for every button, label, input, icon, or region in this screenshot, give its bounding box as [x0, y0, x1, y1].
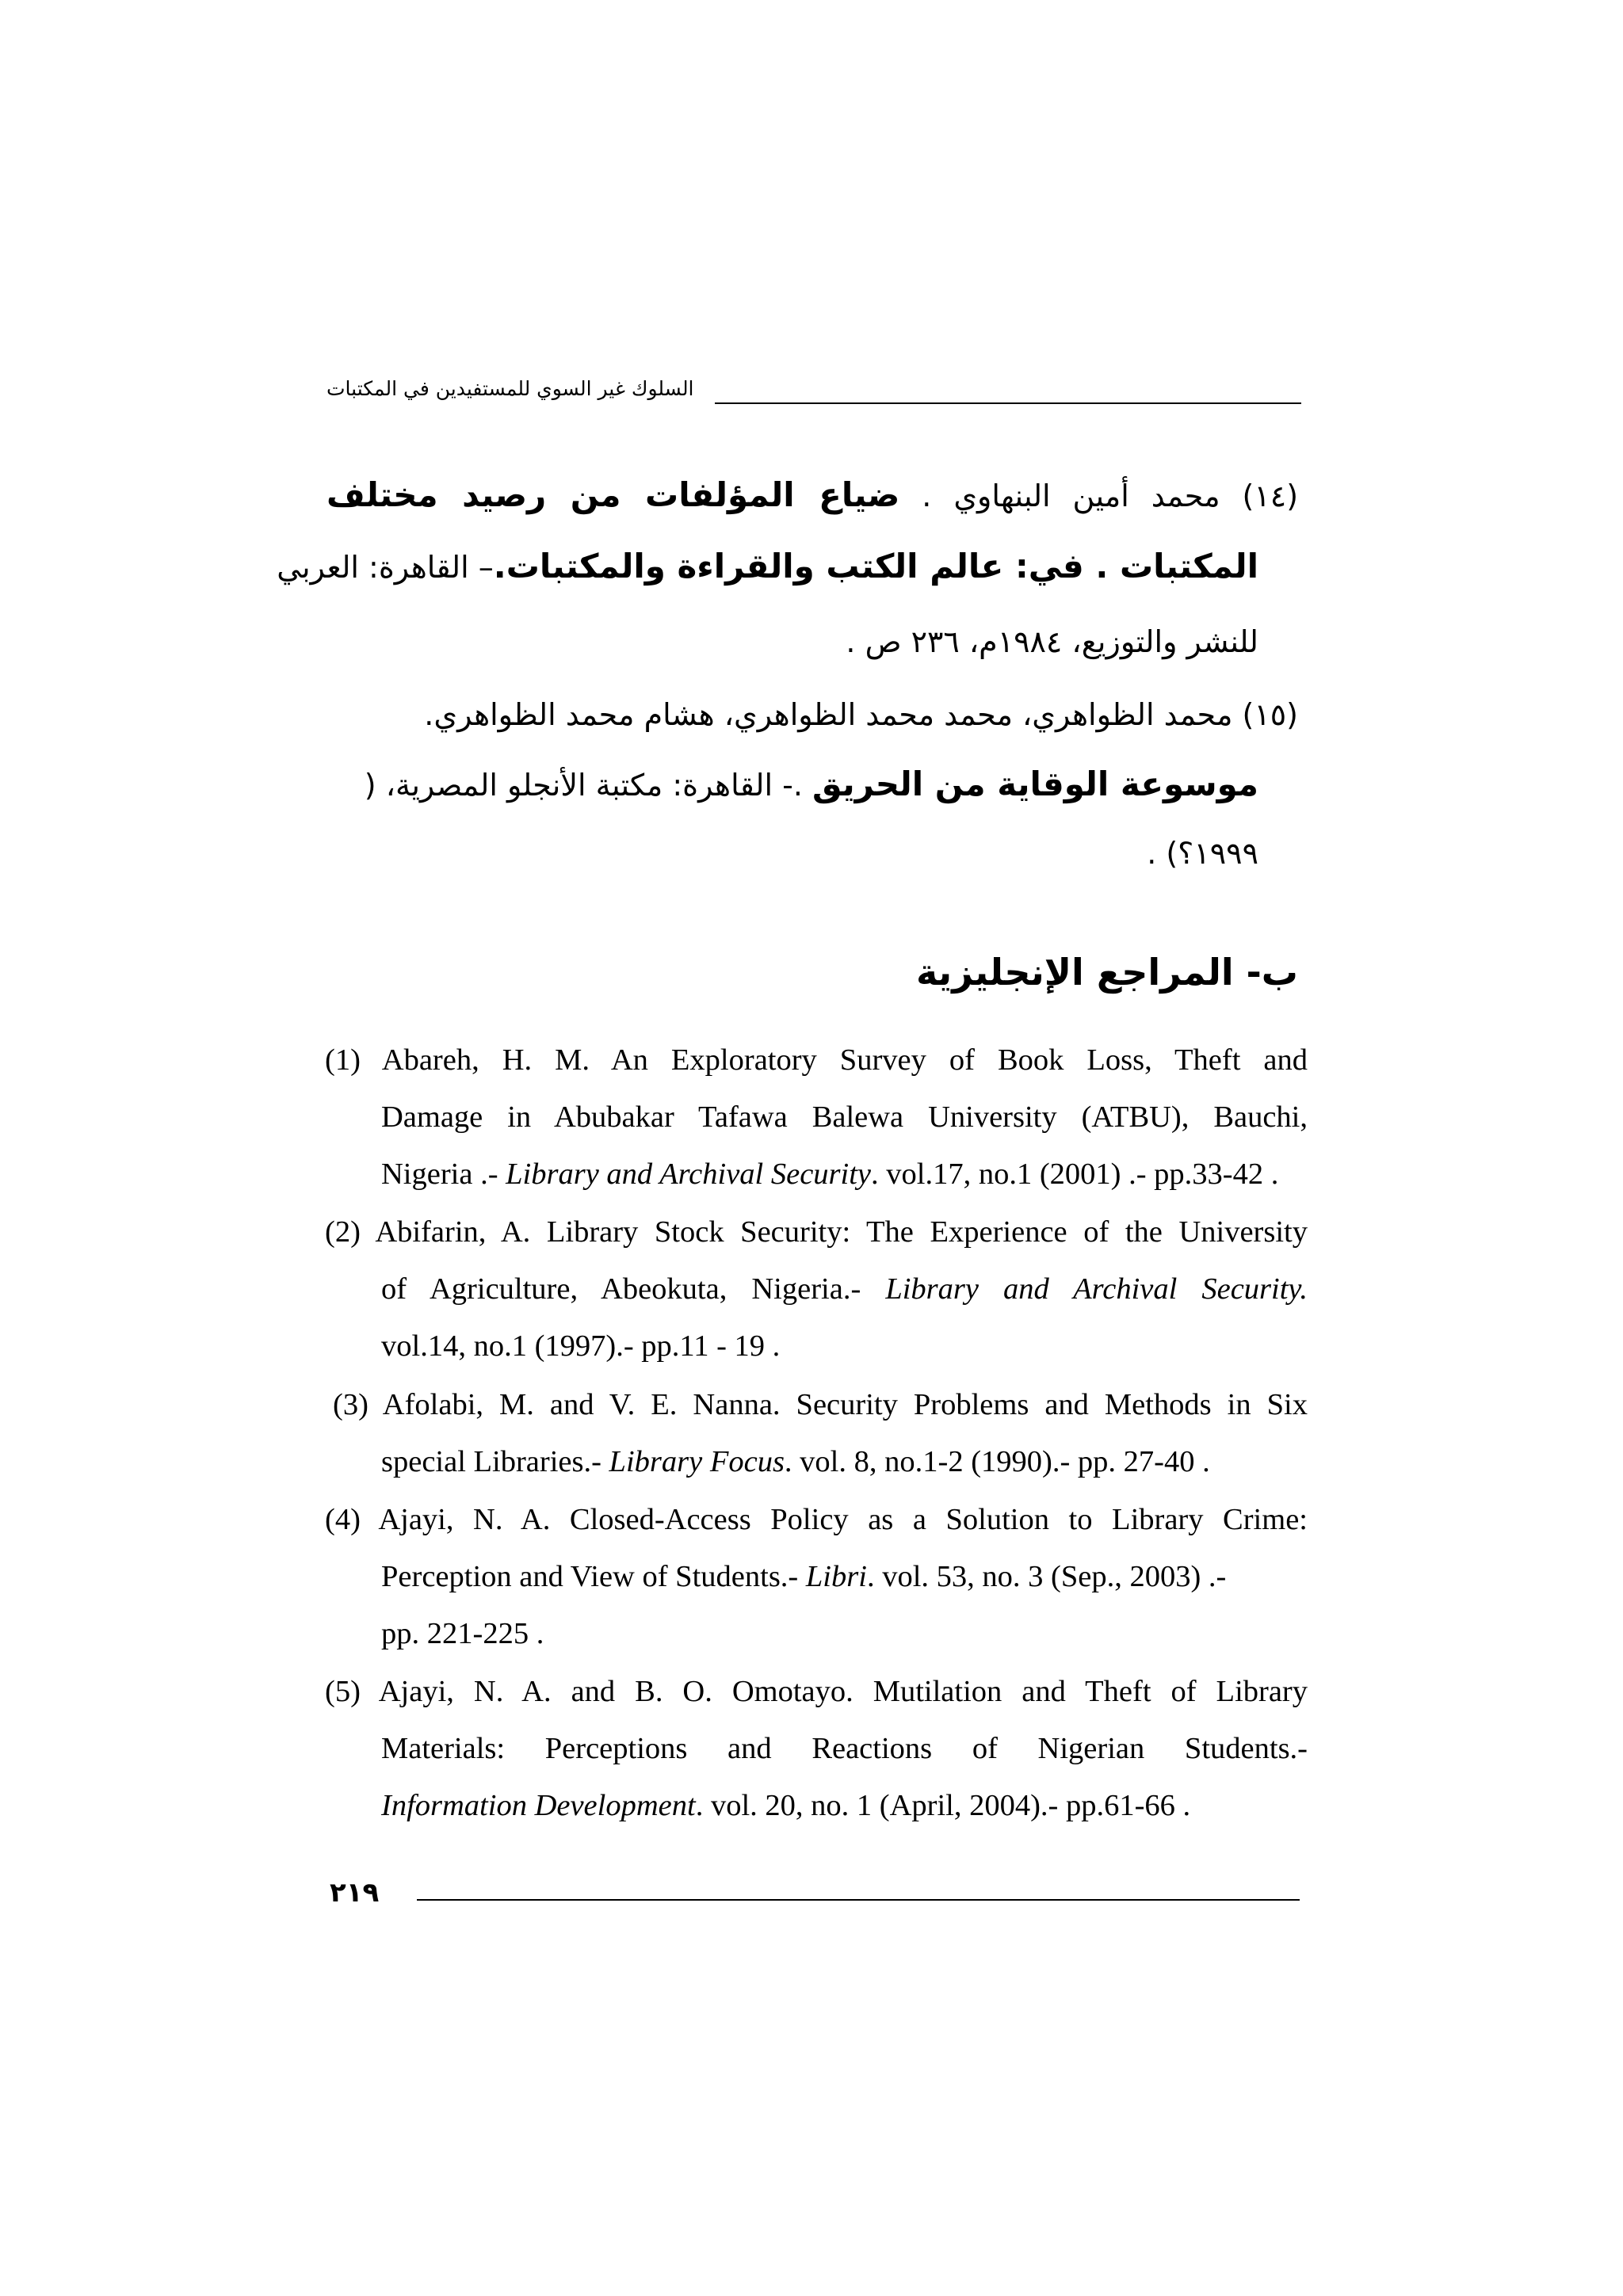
english-ref-1-line-1: (1) Abareh, H. M. An Exploratory Survey of Book Loss, Theft and	[325, 1043, 1308, 1077]
english-ref-2-line-3: vol.14, no.1 (1997).- pp.11 - 19 .	[381, 1329, 781, 1363]
arabic-ref-14-line-1: (١٤) محمد أمين البنهاوي . ضياع المؤلفات من رصيد مختلف	[327, 475, 1299, 514]
english-ref-4-line-2: Perception and View of Students.- Libri. vol. 53, no. 3 (Sep., 2003) .-	[381, 1560, 1227, 1593]
english-ref-2-line-1: (2) Abifarin, A. Library Stock Security: The Experience of the University	[325, 1215, 1308, 1249]
arabic-ref-15-line-2: موسوعة الوقاية من الحريق .- القاهرة: مكتبة الأنجلو المصرية، (	[364, 765, 1258, 803]
arabic-ref-14-line-3: للنشر والتوزيع، ١٩٨٤م، ٢٣٦ ص .	[846, 624, 1258, 659]
english-ref-2-line-2: of Agriculture, Abeokuta, Nigeria.- Library and Archival Security.	[381, 1272, 1308, 1306]
arabic-ref-15-line-3: ١٩٩٩؟) .	[1147, 836, 1258, 871]
english-ref-5-line-1: (5) Ajayi, N. A. and B. O. Omotayo. Mutilation and Theft of Library	[325, 1675, 1308, 1708]
english-ref-5-line-3: Information Development. vol. 20, no. 1 (April, 2004).- pp.61-66 .	[381, 1789, 1191, 1822]
running-header	[327, 376, 1301, 407]
english-ref-5-line-2: Materials: Perceptions and Reactions of Nigerian Students.-	[381, 1732, 1308, 1765]
english-ref-3-line-2: special Libraries.- Library Focus. vol. 8, no.1-2 (1990).- pp. 27-40 .	[381, 1445, 1210, 1478]
english-ref-1-line-2: Damage in Abubakar Tafawa Balewa University (ATBU), Bauchi,	[381, 1100, 1308, 1134]
english-ref-4-line-1: (4) Ajayi, N. A. Closed-Access Policy as a Solution to Library Crime:	[325, 1503, 1308, 1536]
footer-rule	[417, 1899, 1300, 1901]
page-number: ٢١٩	[330, 1877, 380, 1909]
header-rule	[715, 402, 1301, 404]
english-ref-1-line-3: Nigeria .- Library and Archival Security. vol.17, no.1 (2001) .- pp.33-42 .	[381, 1158, 1279, 1191]
section-heading: ب- المراجع الإنجليزية	[916, 951, 1298, 994]
arabic-ref-14-line-2: المكتبات . في: عالم الكتب والقراءة والمكتبات.– القاهرة: العربي	[277, 547, 1258, 585]
arabic-ref-15-line-1: (١٥) محمد الظواهري، محمد محمد الظواهري، هشام محمد الظواهري.	[424, 697, 1298, 732]
english-ref-4-line-3: pp. 221-225 .	[381, 1617, 544, 1650]
running-header-text: السلوك غير السوي للمستفيدين في المكتبات	[327, 377, 694, 400]
english-ref-3-line-1: (3) Afolabi, M. and V. E. Nanna. Security Problems and Methods in Six	[333, 1388, 1308, 1421]
